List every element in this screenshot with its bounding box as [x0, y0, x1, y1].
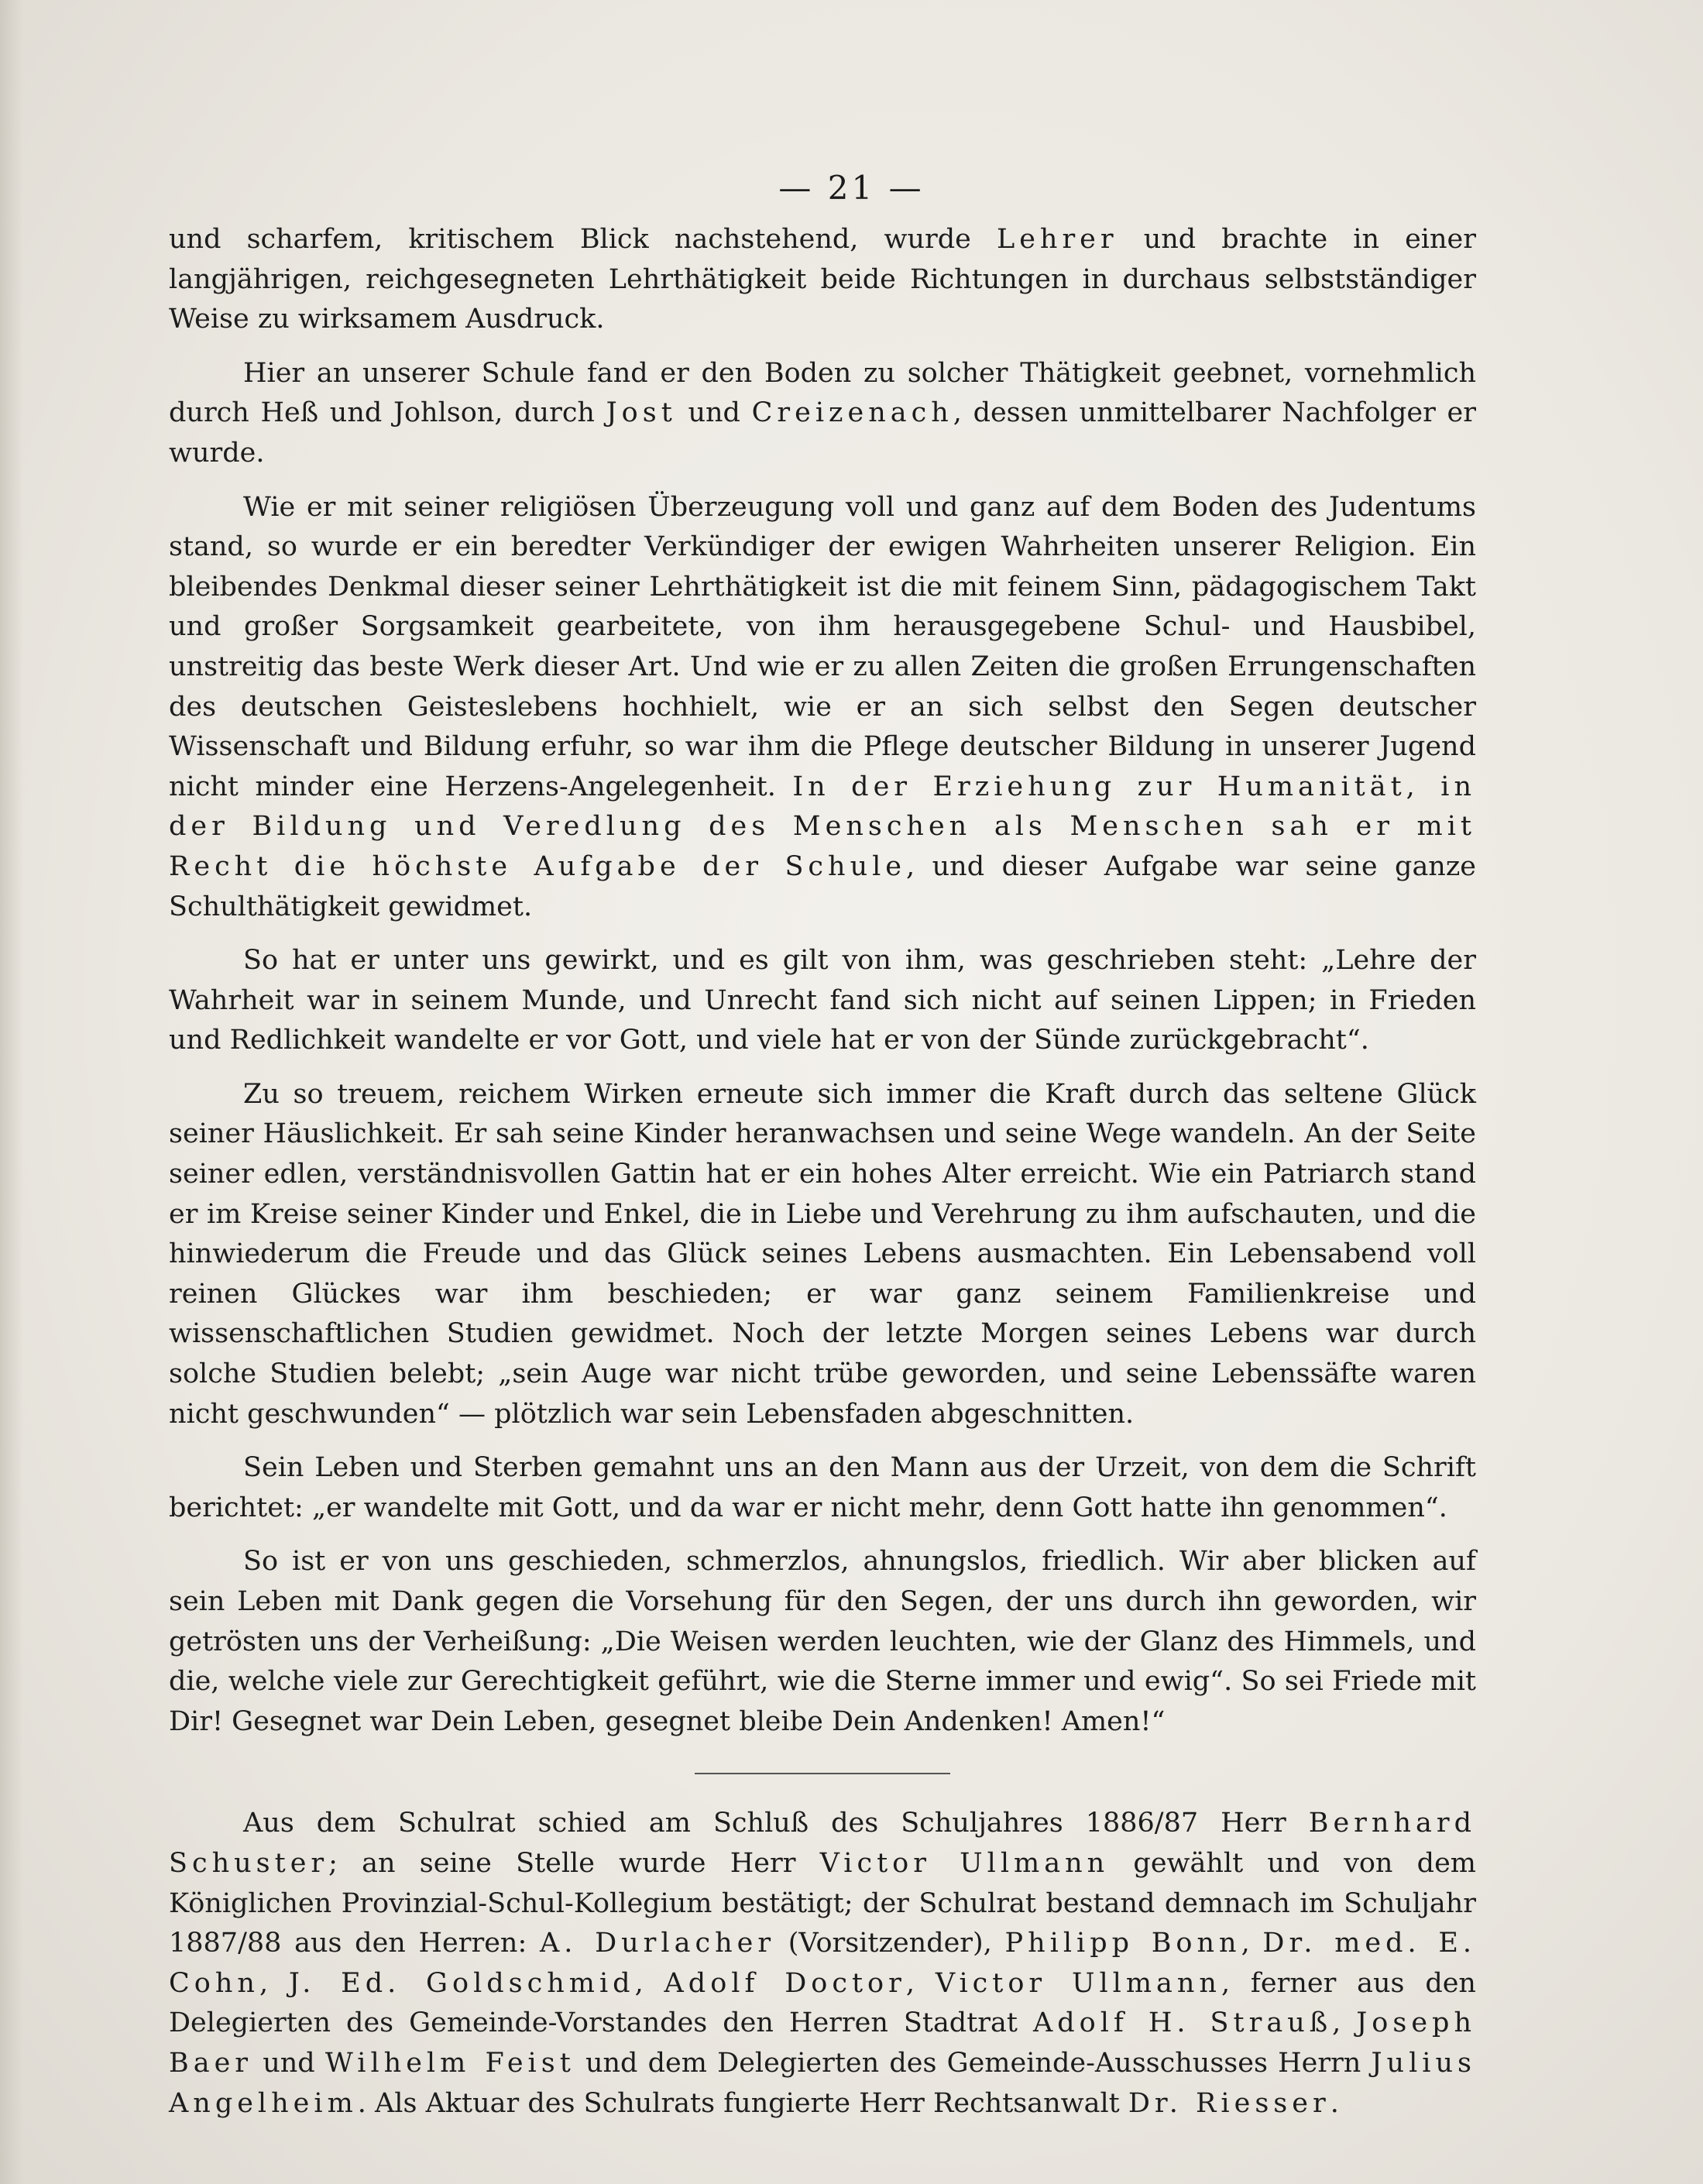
section-divider	[695, 1773, 950, 1774]
binding-shadow	[0, 0, 23, 2184]
paragraph-5: Zu so treuem, reichem Wirken erneute sich immer die Kraft durch das seltene Glück seiner Häuslichkeit. Er sah seine Kinder heranwachsen und seine Wege wandeln. An der Seite seiner edlen, verständnisvollen Gattin hat er ein hohes Alter erreicht. Wie ein Patriarch stand er im Kreise seiner Kinder und Enkel, die in Liebe und Verehrung zu ihm aufschauten, und die hinwiederum die Freude und das Glück seines Lebens ausmachten. Ein Lebensabend voll reinen Glückes war ihm beschieden; er war ganz seinem Familienkreise und wissenschaftlichen Studien gewidmet. Noch der letzte Morgen seines Lebens war durch solche Studien belebt; „sein Auge war nicht trübe geworden, und seine Lebenssäfte waren nicht geschwunden“ — plötzlich war sein Lebensfaden abgeschnitten.	[169, 1078, 1476, 1430]
paragraph-7: So ist er von uns geschieden, schmerzlos, ahnungslos, friedlich. Wir aber blicken auf sein Leben mit Dank gegen die Vorsehung für den Segen, der uns durch ihn geworden, wir getrösten uns der Verheißung: „Die Weisen werden leuchten, wie der Glanz des Himmels, und die, welche viele zur Gerechtigkeit geführt, wie die Sterne immer und ewig“. So sei Friede mit Dir! Gesegnet war Dein Leben, gesegnet bleibe Dein Andenken! Amen!“	[169, 1546, 1476, 1737]
body-text	[169, 220, 1476, 2124]
paragraph-6: Sein Leben und Sterben gemahnt uns an den Mann aus der Urzeit, von dem die Schrift berichtet: „er wandelte mit Gott, und da war er nicht mehr, denn Gott hatte ihn genommen“.	[169, 1452, 1476, 1523]
paragraph-1: und scharfem, kritischem Blick nachstehend, wurde Lehrer und brachte in einer langjährigen, reichgesegneten Lehrthätigkeit beide Richtungen in durchaus selbstständiger Weise zu wirksamem Ausdruck.	[169, 224, 1476, 335]
paragraph-school-council: Aus dem Schulrat schied am Schluß des Schuljahres 1886/87 Herr Bernhard Schuster; an seine Stelle wurde Herr Victor Ullmann gewählt und von dem Königlichen Provinzial-Schul-Kollegium bestätigt; der Schulrat bestand demnach im Schuljahr 1887/88 aus den Herren: A. Durlacher (Vorsitzender), Philipp Bonn, Dr. med. E. Cohn, J. Ed. Goldschmid, Adolf Doctor, Victor Ullmann, ferner aus den Delegierten des Gemeinde-Vorstandes den Herren Stadtrat Adolf H. Strauß, Joseph Baer und Wilhelm Feist und dem Delegierten des Gemeinde-Ausschusses Herrn Julius Angelheim. Als Aktuar des Schulrats fungierte Herr Rechtsanwalt Dr. Riesser.	[169, 1808, 1476, 2119]
paragraph-2: Hier an unserer Schule fand er den Boden zu solcher Thätigkeit geebnet, vornehmlich durch Heß und Johlson, durch Jost und Creizenach, dessen unmittelbarer Nachfolger er wurde.	[169, 357, 1476, 469]
paragraph-3: Wie er mit seiner religiösen Überzeugung voll und ganz auf dem Boden des Judentums stand, so wurde er ein beredter Verkündiger der ewigen Wahrheiten unserer Religion. Ein bleibendes Denkmal dieser seiner Lehrthätigkeit ist die mit feinem Sinn, pädagogischem Takt und großer Sorgsamkeit gearbeitete, von ihm herausgegebene Schul- und Hausbibel, unstreitig das beste Werk dieser Art. Und wie er zu allen Zeiten die großen Errungenschaften des deutschen Geisteslebens hochhielt, wie er an sich selbst den Segen deutscher Wissenschaft und Bildung erfuhr, so war ihm die Pflege deutscher Bildung in unserer Jugend nicht minder eine Herzens-Angelegenheit. In der Erziehung zur Humanität, in der Bildung und Veredlung des Menschen als Menschen sah er mit Recht die höchste Aufgabe der Schule, und dieser Aufgabe war seine ganze Schulthätigkeit gewidmet.	[169, 491, 1476, 922]
paragraph-4: So hat er unter uns gewirkt, und es gilt von ihm, was geschrieben steht: „Lehre der Wahrheit war in seinem Munde, und Unrecht fand sich nicht auf seinen Lippen; in Frieden und Redlichkeit wandelte er vor Gott, und viele hat er von der Sünde zurückgebracht“.	[169, 945, 1476, 1056]
page-number: — 21 —	[778, 169, 925, 207]
